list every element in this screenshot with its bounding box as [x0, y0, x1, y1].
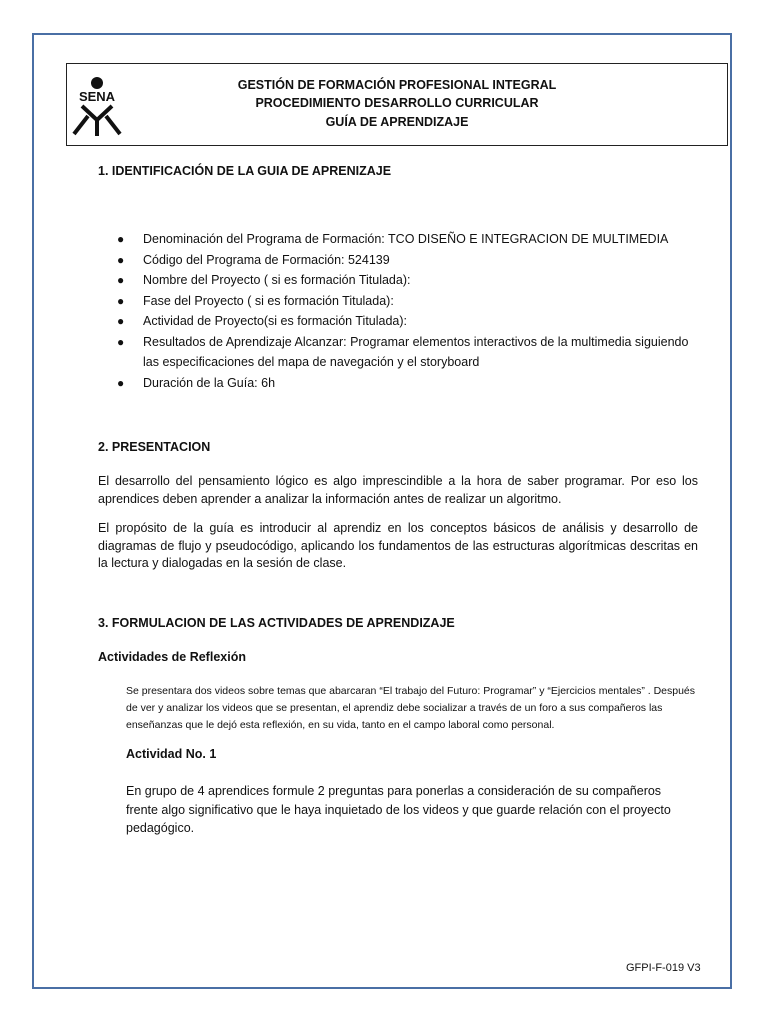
section2-title: 2. PRESENTACION — [98, 440, 211, 454]
header-title-1: GESTIÓN DE FORMACIÓN PROFESIONAL INTEGRAL — [237, 78, 557, 92]
bullet-icon: ● — [117, 273, 125, 287]
activity-title: Actividad No. 1 — [126, 747, 217, 761]
presentation-paragraph-2: El propósito de la guía es introducir al aprendiz en los conceptos básicos de análisis y desarrollo de diagramas de flujo y pseudocódigo, aplicando los fundamentos de las estructuras algorítmicas descritas en la lectura y dialogadas en la sesión de clase. — [98, 521, 698, 570]
list-item: ● Actividad de Proyecto(si es formación Titulada): — [117, 311, 707, 332]
list-item: ● Nombre del Proyecto ( si es formación Titulada): — [117, 270, 707, 291]
document-code: GFPI-F-019 V3 — [626, 962, 701, 974]
logo-text: SENA — [78, 89, 116, 104]
list-item: ● Duración de la Guía: 6h — [117, 373, 707, 394]
list-item: ● Resultados de Aprendizaje Alcanzar: Programar elementos interactivos de la multimedia siguiendo las especificaciones del mapa de navegación y el storyboard — [117, 332, 707, 373]
section3-title: 3. FORMULACION DE LAS ACTIVIDADES DE APRENDIZAJE — [98, 616, 455, 630]
activity-text: En grupo de 4 aprendices formule 2 preguntas para ponerlas a consideración de su compañeros frente algo significativo que le haya inquietado de los videos y que guarde relación con el proyecto pedagógico. — [126, 784, 671, 835]
section1-title: 1. IDENTIFICACIÓN DE LA GUIA DE APRENIZAJE — [98, 164, 392, 178]
bullet-icon: ● — [117, 334, 125, 349]
list-item: ● Denominación del Programa de Formación: TCO DISEÑO E INTEGRACION DE MULTIMEDIA — [117, 229, 707, 250]
list-item: ● Código del Programa de Formación: 524139 — [117, 250, 707, 271]
bullet-icon: ● — [117, 293, 125, 308]
bullet-icon: ● — [117, 314, 125, 328]
bullet-icon: ● — [117, 252, 125, 267]
identification-list — [117, 229, 707, 393]
header-title-2: PROCEDIMIENTO DESARROLLO CURRICULAR — [255, 96, 539, 110]
bullet-icon: ● — [117, 232, 125, 246]
reflection-paragraph: Se presentara dos videos sobre temas que abarcaran “El trabajo del Futuro: Programar” y “Ejercicios mentales” . Después de ver y analizar los videos que se presentan, el aprendiz debe socializar a través de un foro a sus compañeros las enseñanzas que le dejó esta reflexión, en su vida, tanto en el campo laboral como personal. — [126, 685, 696, 731]
reflection-subtitle: Actividades de Reflexión — [98, 650, 246, 664]
presentation-paragraph-1: El desarrollo del pensamiento lógico es algo imprescindible a la hora de saber programar. Por eso los aprendices deben aprender a analizar la información antes de realizar un algoritmo. — [98, 474, 698, 506]
header-title-3: GUÍA DE APRENDIZAJE — [325, 115, 469, 129]
list-item: ● Fase del Proyecto ( si es formación Titulada): — [117, 291, 707, 312]
bullet-icon: ● — [117, 375, 125, 390]
